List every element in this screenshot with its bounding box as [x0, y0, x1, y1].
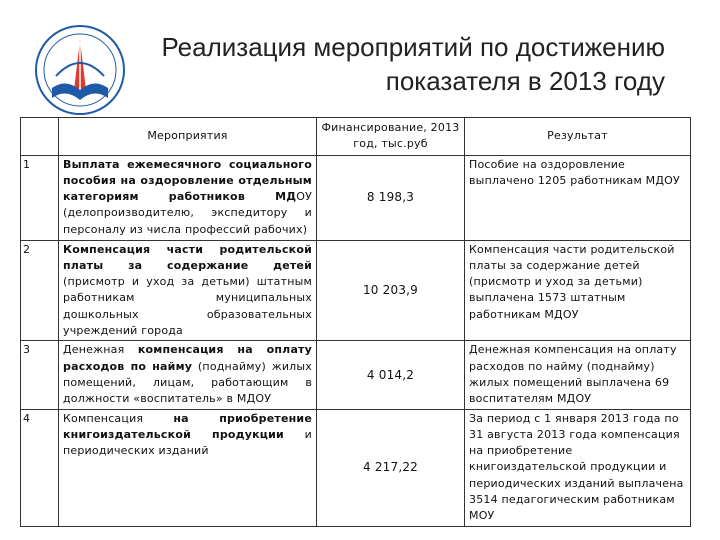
row-event [59, 155, 317, 240]
row-result: Денежная компенсация на оплату расходов по найму (поднайму) жилых помещений выплачена 69 воспитателям МДОУ [465, 341, 691, 409]
row-finance: 4 217,22 [317, 409, 465, 526]
row-result: За период с 1 января 2013 года по 31 августа 2013 года компенсация на приобретение книгоиздательской продукции и периодических изданий выплачена 3514 педагогическим работникам МОУ [465, 409, 691, 526]
table-row [21, 341, 691, 409]
row-event [59, 409, 317, 526]
event-bold: на приобретение книгоиздательской продукции [63, 411, 312, 441]
table-row [21, 155, 691, 240]
row-finance: 8 198,3 [317, 155, 465, 240]
row-num: 3 [21, 341, 59, 409]
row-event [59, 341, 317, 409]
event-pre: Денежная [63, 343, 138, 357]
table-row [21, 240, 691, 341]
row-result: Компенсация части родительской платы за содержание детей (присмотр и уход за детьми) выплачена 1573 штатным работникам МДОУ [465, 240, 691, 341]
row-finance: 4 014,2 [317, 341, 465, 409]
event-rest: и периодических изданий [63, 427, 313, 458]
row-num: 1 [21, 155, 59, 240]
event-pre: Компенсация [63, 411, 174, 425]
event-bold: компенсация на оплату расходов по найму [63, 343, 313, 373]
university-emblem-icon [30, 20, 130, 120]
page-title: Реализация мероприятий по достижению показателя в 2013 году [161, 32, 665, 96]
header-finance: Финансирование, 2013 год, тыс.руб [317, 118, 465, 156]
event-rest: ОУ (делопроизводителю, экспедитору и персоналу из числа профессий рабочих) [63, 190, 312, 236]
table-row [21, 409, 691, 526]
header-result: Результат [465, 118, 691, 156]
row-event [59, 240, 317, 341]
row-num: 2 [21, 240, 59, 341]
row-result: Пособие на оздоровление выплачено 1205 работникам МДОУ [465, 155, 691, 240]
row-num: 4 [21, 409, 59, 526]
row-finance: 10 203,9 [317, 240, 465, 341]
event-bold: Выплата ежемесячного социального пособия на оздоровление отдельным категориям работников МД [63, 157, 312, 204]
header-num [21, 118, 59, 156]
event-rest: (присмотр и уход за детьми) штатным работникам муниципальных дошкольных образовательных учреждений города [63, 275, 312, 338]
event-bold: Компенсация части родительской платы за содержание детей [63, 242, 312, 272]
header-events: Мероприятия [59, 118, 317, 156]
events-table [20, 117, 691, 527]
table-header-row [21, 118, 691, 156]
event-rest: (поднайму) жилых помещений, лицам, работающим в должности «воспитатель» в МДОУ [63, 359, 312, 406]
